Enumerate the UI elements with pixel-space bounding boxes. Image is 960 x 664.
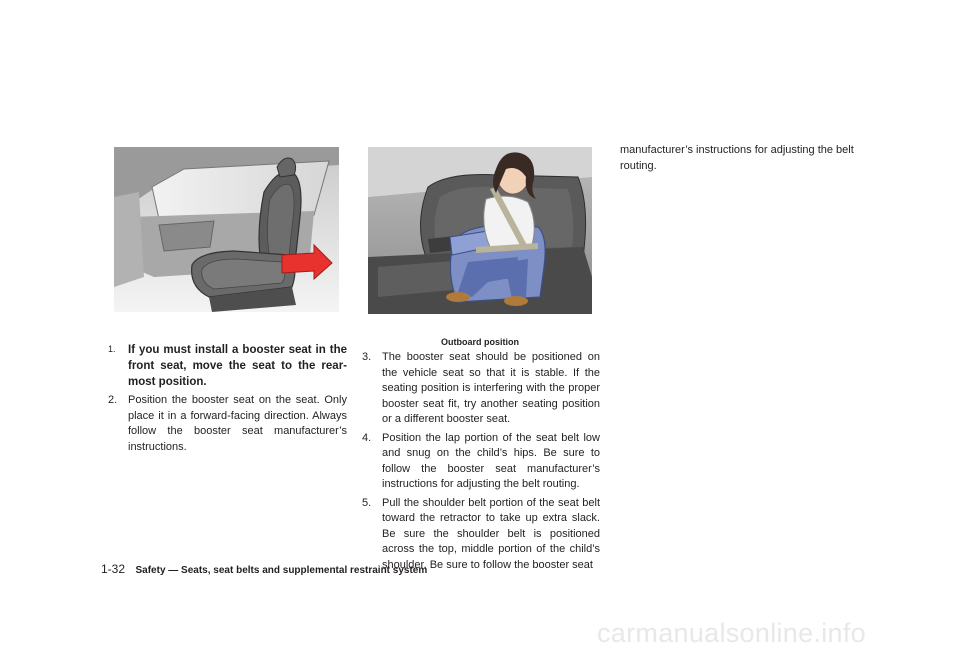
item-number: 3. [362,351,372,363]
column-2 [362,350,600,576]
booster-seat-illustration [368,147,592,314]
watermark: carmanualsonline.info [597,618,866,648]
column-1 [108,342,347,458]
item-number: 2. [108,394,118,406]
section-title: Safety — Seats, seat belts and supplemental restraint system [135,565,428,576]
item-text: Position the booster seat on the seat. Only place it in a forward-facing direction. Always follow the booster seat manufacturer’s instructions. [128,394,347,453]
page-footer [101,560,427,578]
continuation-text: manufacturer’s instructions for adjusting the belt routing. [620,144,854,172]
list-item [108,393,347,455]
list-item [362,431,600,493]
figure-caption: Outboard position [441,337,519,347]
column-3 [620,143,860,174]
item-number: 4. [362,431,372,444]
item-text: The booster seat should be positioned on the vehicle seat so that it is stable. If the seating position is interfering with the proper booster seat fit, try another seating position or a different booster seat. [382,351,600,425]
list-item [108,342,347,390]
front-seat-illustration [114,147,339,312]
list-item [362,350,600,428]
item-number: 5. [362,496,372,509]
page-number: 1-32 [101,562,126,576]
item-text: Pull the shoulder belt portion of the seat belt toward the retractor to take up extra slack. Be sure the shoulder belt is positioned across the top, middle portion of the child’s shoulder. Be sure to follow the booster seat [382,496,600,571]
item-text: Position the lap portion of the seat belt low and snug on the child’s hips. Be sure to follow the booster seat manufacturer’s instructions for adjusting the belt routing. [382,431,600,490]
item-number: 1. [108,344,116,354]
item-text: If you must install a booster seat in the front seat, move the seat to the rear-most position. [128,344,347,388]
